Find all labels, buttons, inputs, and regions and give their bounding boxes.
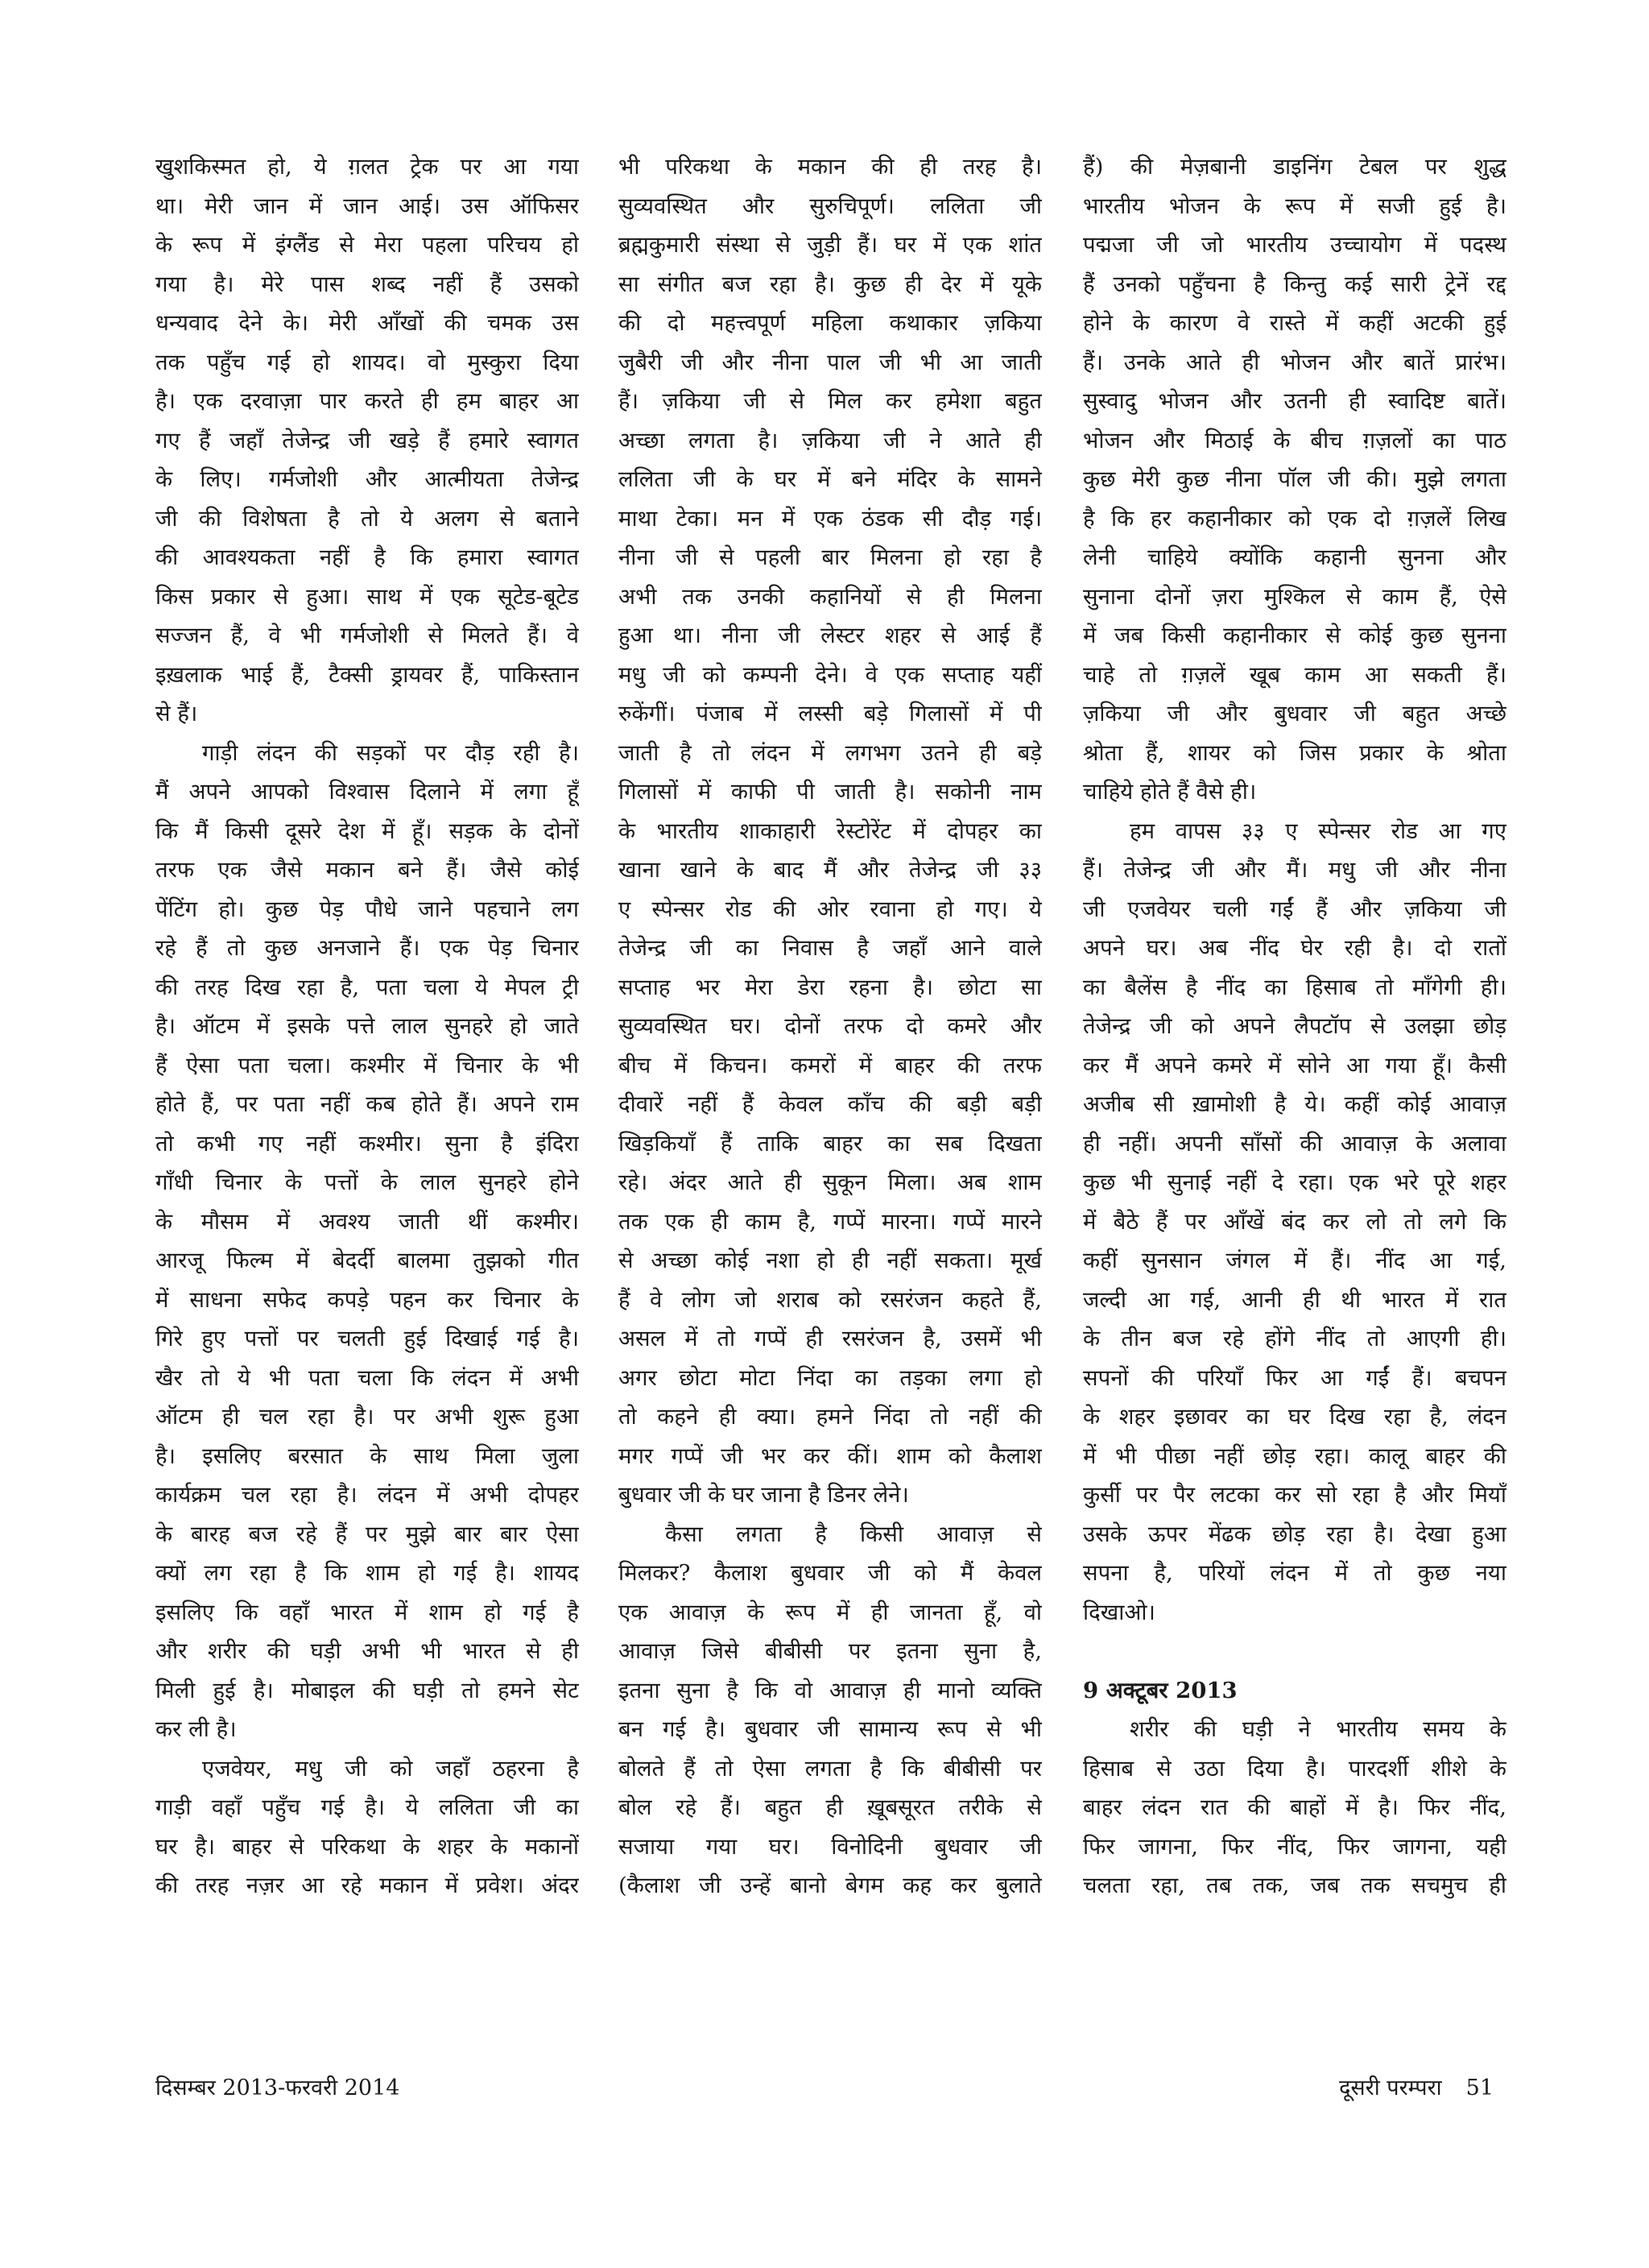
- text-line: गए हैं जहाँ तेजेन्द्र जी खड़े हैं हमारे स्वागत: [155, 427, 579, 453]
- text-line: जुबैरी जी और नीना पाल जी भी आ जाती: [618, 349, 1042, 375]
- text-line: हिसाब से उठा दिया है। पारदर्शी शीशे के: [1083, 1755, 1506, 1782]
- text-line: हैं। तेजेन्द्र जी और मैं। मधु जी और नीना: [1083, 857, 1506, 883]
- text-line: तेजेन्द्र जी का निवास है जहाँ आने वाले: [618, 935, 1042, 961]
- text-line: ही नहीं। अपनी साँसों की आवाज़ के अलावा: [1083, 1130, 1506, 1157]
- text-line: है। इसलिए बरसात के साथ मिला जुला: [155, 1442, 579, 1469]
- text-line: कर मैं अपने कमरे में सोने आ गया हूँ। कैसी: [1083, 1052, 1506, 1078]
- text-line: की तरह दिख रहा है, पता चला ये मेपल ट्री: [155, 974, 579, 1000]
- text-line: (कैलाश जी उन्हें बानो बेगम कह कर बुलाते: [618, 1873, 1042, 1898]
- text-line: मिली हुई है। मोबाइल की घड़ी तो हमने सेट: [155, 1677, 579, 1703]
- text-column-2: [618, 147, 1042, 1906]
- text-line: हम वापस ३३ ए स्पेन्सर रोड आ गए: [1130, 817, 1506, 844]
- text-line: इख़लाक भाई हैं, टैक्सी ड्रायवर हैं, पाकिस्तान: [155, 661, 579, 688]
- text-line: अजीब सी ख़ामोशी है ये। कहीं कोई आवाज़: [1083, 1091, 1506, 1117]
- text-line: में साधना सफेद कपड़े पहन कर चिनार के: [155, 1286, 579, 1313]
- text-line: सुव्यवस्थित घर। दोनों तरफ दो कमरे और: [618, 1013, 1042, 1039]
- text-line: मगर गप्पें जी भर कर कीं। शाम को कैलाश: [618, 1442, 1042, 1469]
- text-line: नीना जी से पहली बार मिलना हो रहा है: [618, 544, 1042, 570]
- text-line: इतना सुना है कि वो आवाज़ ही मानो व्यक्ति: [618, 1677, 1042, 1703]
- text-line: इसलिए कि वहाँ भारत में शाम हो गई है: [155, 1599, 579, 1625]
- text-line: तक पहुँच गई हो शायद। वो मुस्कुरा दिया: [155, 349, 579, 375]
- text-line: खुशकिस्मत हो, ये ग़लत ट्रेक पर आ गया: [155, 154, 579, 180]
- text-line: भारतीय भोजन के रूप में सजी हुई है।: [1083, 192, 1506, 219]
- text-line: तरफ एक जैसे मकान बने हैं। जैसे कोई: [155, 857, 579, 883]
- text-line: के तीन बज रहे होंगे नींद तो आएगी ही।: [1083, 1326, 1506, 1351]
- text-line: असल में तो गप्पें ही रसरंजन है, उसमें भी: [618, 1326, 1042, 1351]
- text-line: श्रोता हैं, शायर को जिस प्रकार के श्रोता: [1083, 739, 1506, 766]
- text-line: तक एक ही काम है, गप्पें मारना। गप्पें मारने: [618, 1208, 1042, 1235]
- text-line: जल्दी आ गई, आनी ही थी भारत में रात: [1083, 1286, 1506, 1313]
- text-line: गया है। मेरे पास शब्द नहीं हैं उसको: [155, 271, 579, 297]
- text-line: बाहर लंदन रात की बाहों में है। फिर नींद,: [1083, 1794, 1506, 1820]
- text-line: गिरे हुए पत्तों पर चलती हुई दिखाई गई है।: [155, 1326, 579, 1351]
- text-line: धन्यवाद देने के। मेरी आँखों की चमक उस: [155, 310, 579, 336]
- text-line: सजाया गया घर। विनोदिनी बुधवार जी: [618, 1833, 1042, 1860]
- text-line: है। ऑटम में इसके पत्ते लाल सुनहरे हो जाते: [155, 1013, 579, 1039]
- text-line: के लिए। गर्मजोशी और आत्मीयता तेजेन्द्र: [155, 466, 579, 492]
- text-line: तो कहने ही क्या। हमने निंदा तो नहीं की: [618, 1404, 1042, 1430]
- text-line: के भारतीय शाकाहारी रेस्टोरेंट में दोपहर का: [618, 817, 1042, 844]
- text-line: चाहे तो ग़ज़लें खूब काम आ सकती हैं।: [1083, 661, 1506, 688]
- text-line: हैं वे लोग जो शराब को रसरंजन कहते हैं,: [618, 1286, 1042, 1313]
- text-line: है। एक दरवाज़ा पार करते ही हम बाहर आ: [155, 388, 579, 414]
- text-line: बुधवार जी के घर जाना है डिनर लेने।: [618, 1482, 909, 1508]
- footer-issue-date: दिसम्बर 2013-फरवरी 2014: [155, 2076, 400, 2100]
- text-line: सज्जन हैं, वे भी गर्मजोशी से मिलते हैं। वे: [155, 623, 579, 648]
- text-line: रुकेंगीं। पंजाब में लस्सी बड़े गिलासों में पी: [618, 701, 1042, 726]
- text-line: तो कभी गए नहीं कश्मीर। सुना है इंदिरा: [155, 1130, 579, 1157]
- text-line: कुछ मेरी कुछ नीना पॉल जी की। मुझे लगता: [1083, 466, 1506, 492]
- text-line: सपना है, परियों लंदन में तो कुछ नया: [1083, 1560, 1506, 1586]
- text-line: दिखाओ।: [1083, 1599, 1155, 1625]
- text-line: गाँधी चिनार के पत्तों के लाल सुनहरे होने: [155, 1169, 579, 1195]
- text-line: फिर जागना, फिर नींद, फिर जागना, यही: [1083, 1833, 1506, 1860]
- text-column-3: [1083, 147, 1506, 1906]
- date-heading: 9 अक्टूबर 2013: [1083, 1677, 1238, 1703]
- text-line: होते हैं, पर पता नहीं कब होते हैं। अपने राम: [155, 1091, 579, 1117]
- text-line: हैं उनको पहुँचना है किन्तु कई सारी ट्रेनें रद्द: [1083, 271, 1506, 297]
- text-line: पद्मजा जी जो भारतीय उच्चायोग में पदस्थ: [1083, 232, 1506, 258]
- text-line: ऑटम ही चल रहा है। पर अभी शुरू हुआ: [155, 1404, 579, 1430]
- text-line: किस प्रकार से हुआ। साथ में एक सूटेड-बूटेड: [155, 583, 579, 610]
- text-line: आरजू फिल्म में बेदर्दी बालमा तुझको गीत: [155, 1248, 579, 1273]
- text-line: रहे। अंदर आते ही सुकून मिला। अब शाम: [618, 1169, 1042, 1195]
- text-line: की दो महत्त्वपूर्ण महिला कथाकार ज़किया: [618, 310, 1042, 336]
- footer-right: [1339, 2071, 1494, 2101]
- text-line: कार्यक्रम चल रहा है। लंदन में अभी दोपहर: [155, 1482, 579, 1508]
- text-line: भी परिकथा के मकान की ही तरह है।: [618, 154, 1042, 180]
- text-line: कि मैं किसी दूसरे देश में हूँ। सड़क के दोनों: [155, 817, 579, 844]
- text-line: हैं ऐसा पता चला। कश्मीर में चिनार के भी: [155, 1052, 579, 1078]
- text-line: जी एजवेयर चली गईं हैं और ज़किया जी: [1083, 896, 1506, 922]
- text-line: एक आवाज़ के रूप में ही जानता हूँ, वो: [618, 1599, 1042, 1625]
- text-line: में भी पीछा नहीं छोड़ रहा। कालू बाहर की: [1083, 1442, 1506, 1469]
- text-line: चाहिये होते हैं वैसे ही।: [1083, 779, 1257, 805]
- text-line: कैसा लगता है किसी आवाज़ से: [665, 1521, 1042, 1547]
- text-line: सप्ताह भर मेरा डेरा रहना है। छोटा सा: [618, 974, 1042, 1000]
- text-line: अपने घर। अब नींद घेर रही है। दो रातों: [1083, 935, 1506, 961]
- text-line: ए स्पेन्सर रोड की ओर रवाना हो गए। ये: [618, 896, 1042, 922]
- text-line: हैं) की मेज़बानी डाइनिंग टेबल पर शुद्ध: [1083, 154, 1506, 180]
- text-line: खैर तो ये भी पता चला कि लंदन में अभी: [155, 1364, 579, 1391]
- text-line: क्यों लग रहा है कि शाम हो गई है। शायद: [155, 1560, 579, 1586]
- text-line: कर ली है।: [155, 1716, 237, 1742]
- text-line: जी की विशेषता है तो ये अलग से बताने: [155, 505, 579, 532]
- text-line: आवाज़ जिसे बीबीसी पर इतना सुना है,: [618, 1638, 1042, 1664]
- text-line: की आवश्यकता नहीं है कि हमारा स्वागत: [155, 544, 579, 570]
- text-line: बीच में किचन। कमरों में बाहर की तरफ: [618, 1052, 1042, 1078]
- text-line: घर है। बाहर से परिकथा के शहर के मकानों: [155, 1833, 579, 1860]
- text-line: से हैं।: [155, 701, 198, 726]
- text-line: में जब किसी कहानीकार से कोई कुछ सुनना: [1083, 623, 1506, 648]
- text-line: सा संगीत बज रहा है। कुछ ही देर में यूके: [618, 271, 1042, 297]
- text-line: तेजेन्द्र जी को अपने लैपटॉप से उलझा छोड़: [1083, 1013, 1506, 1039]
- text-line: लेनी चाहिये क्योंकि कहानी सुनना और: [1083, 544, 1506, 570]
- text-column-1: [155, 147, 579, 1906]
- text-line: हैं। उनके आते ही भोजन और बातें प्रारंभ।: [1083, 349, 1506, 375]
- text-line: की तरह नज़र आ रहे मकान में प्रवेश। अंदर: [155, 1873, 579, 1898]
- text-line: पेंटिंग हो। कुछ पेड़ पौधे जाने पहचाने लग: [155, 896, 579, 922]
- text-line: से अच्छा कोई नशा हो ही नहीं सकता। मूर्ख: [618, 1248, 1042, 1273]
- page-number: 51: [1465, 2076, 1494, 2100]
- text-line: भोजन और मिठाई के बीच ग़ज़लों का पाठ: [1083, 427, 1506, 453]
- text-line: चलता रहा, तब तक, जब तक सचमुच ही: [1083, 1873, 1506, 1898]
- text-line: गिलासों में काफी पी जाती है। सकोनी नाम: [618, 779, 1042, 805]
- text-line: बोलते हैं तो ऐसा लगता है कि बीबीसी पर: [618, 1755, 1042, 1782]
- paragraph-gap: [1083, 1632, 1506, 1671]
- text-line: कुछ भी सुनाई नहीं दे रहा। एक भरे पूरे शहर: [1083, 1169, 1506, 1195]
- text-line: सुव्यवस्थित और सुरुचिपूर्ण। ललिता जी: [618, 192, 1042, 219]
- text-line: कहीं सुनसान जंगल में हैं। नींद आ गई,: [1083, 1248, 1506, 1273]
- text-line: जाती है तो लंदन में लगभग उतने ही बड़े: [618, 739, 1042, 766]
- text-line: शरीर की घड़ी ने भारतीय समय के: [1130, 1716, 1506, 1742]
- text-line: कुर्सी पर पैर लटका कर सो रहा है और मियाँ: [1083, 1482, 1506, 1508]
- text-line: ब्रह्मकुमारी संस्था से जुड़ी हैं। घर में एक शांत: [618, 232, 1042, 258]
- text-line: अभी तक उनकी कहानियों से ही मिलना: [618, 583, 1042, 610]
- text-line: के मौसम में अवश्य जाती थीं कश्मीर।: [155, 1208, 579, 1235]
- text-line: सुस्वादु भोजन और उतनी ही स्वादिष्ट बातें।: [1083, 388, 1506, 414]
- text-line: मधु जी को कम्पनी देने। वे एक सप्ताह यहीं: [618, 661, 1042, 688]
- text-line: होने के कारण वे रास्ते में कहीं अटकी हुई: [1083, 310, 1506, 336]
- text-line: मिलकर? कैलाश बुधवार जी को मैं केवल: [618, 1560, 1042, 1586]
- text-line: बन गई है। बुधवार जी सामान्य रूप से भी: [618, 1716, 1042, 1742]
- text-line: उसके ऊपर मेंढक छोड़ रहा है। देखा हुआ: [1083, 1521, 1506, 1547]
- text-line: और शरीर की घड़ी अभी भी भारत से ही: [155, 1638, 579, 1664]
- text-line: मैं अपने आपको विश्वास दिलाने में लगा हूँ: [155, 779, 579, 805]
- text-line: एजवेयर, मधु जी को जहाँ ठहरना है: [202, 1755, 579, 1782]
- text-line: गाड़ी लंदन की सड़कों पर दौड़ रही है।: [202, 739, 579, 766]
- text-line: बोल रहे हैं। बहुत ही ख़ूबसूरत तरीके से: [618, 1794, 1042, 1820]
- text-line: है कि हर कहानीकार को एक दो ग़ज़लें लिख: [1083, 505, 1506, 532]
- text-line: माथा टेका। मन में एक ठंडक सी दौड़ गई।: [618, 505, 1042, 532]
- text-line: दीवारें नहीं हैं केवल काँच की बड़ी बड़ी: [618, 1091, 1042, 1117]
- text-line: था। मेरी जान में जान आई। उस ऑफिसर: [155, 192, 579, 219]
- text-line: हुआ था। नीना जी लेस्टर शहर से आई हैं: [618, 623, 1042, 648]
- text-line: के बारह बज रहे हैं पर मुझे बार बार ऐसा: [155, 1521, 579, 1547]
- text-line: रहे हैं तो कुछ अनजाने हैं। एक पेड़ चिनार: [155, 935, 579, 961]
- text-line: अच्छा लगता है। ज़किया जी ने आते ही: [618, 427, 1042, 453]
- text-line: सपनों की परियाँ फिर आ गईं हैं। बचपन: [1083, 1364, 1506, 1391]
- text-line: में बैठे हैं पर आँखें बंद कर लो तो लगे कि: [1083, 1208, 1506, 1235]
- text-line: सुनाना दोनों ज़रा मुश्किल से काम हैं, ऐसे: [1083, 583, 1506, 610]
- text-line: ज़किया जी और बुधवार जी बहुत अच्छे: [1083, 701, 1506, 726]
- text-line: के शहर इछावर का घर दिख रहा है, लंदन: [1083, 1404, 1506, 1430]
- footer-publication-name: दूसरी परम्परा: [1339, 2076, 1442, 2100]
- text-line: अगर छोटा मोटा निंदा का तड़का लगा हो: [618, 1364, 1042, 1391]
- text-line: का बैलेंस है नींद का हिसाब तो माँगेगी ही।: [1083, 974, 1506, 1000]
- text-line: गाड़ी वहाँ पहुँच गई है। ये ललिता जी का: [155, 1794, 579, 1820]
- text-line: खिड़कियाँ हैं ताकि बाहर का सब दिखता: [618, 1130, 1042, 1157]
- text-line: ललिता जी के घर में बने मंदिर के सामने: [618, 466, 1042, 492]
- text-line: खाना खाने के बाद मैं और तेजेन्द्र जी ३३: [618, 857, 1042, 883]
- text-line: हैं। ज़किया जी से मिल कर हमेशा बहुत: [618, 388, 1042, 414]
- text-line: के रूप में इंग्लैंड से मेरा पहला परिचय हो: [155, 232, 579, 258]
